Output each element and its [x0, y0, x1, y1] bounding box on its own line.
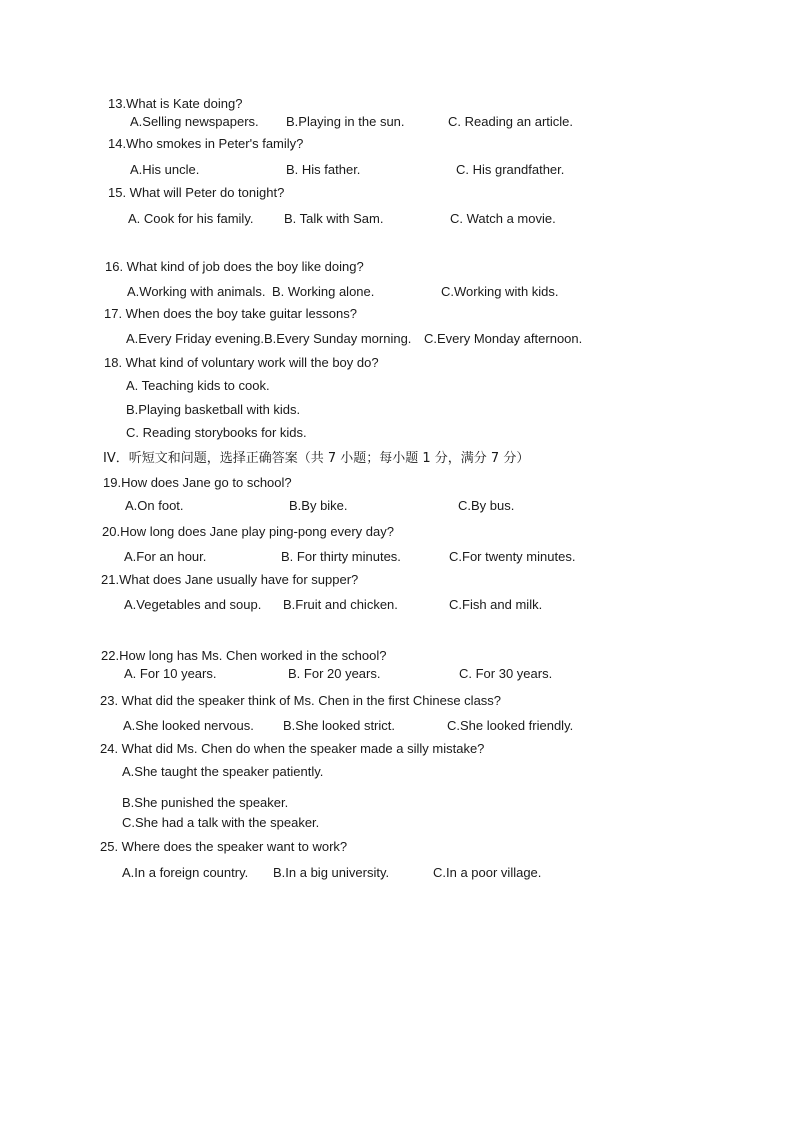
q15-option-b: B. Talk with Sam. — [284, 211, 384, 226]
q17-option-b: B.Every Sunday morning. — [264, 331, 412, 346]
q23-option-a: A.She looked nervous. — [123, 718, 254, 733]
question-22: 22.How long has Ms. Chen worked in the school? — [101, 648, 387, 663]
q18-option-b: B.Playing basketball with kids. — [126, 402, 301, 417]
q20-option-c: C.For twenty minutes. — [449, 549, 576, 564]
q21-option-a: A.Vegetables and soup. — [124, 597, 262, 612]
q22-option-b: B. For 20 years. — [288, 666, 381, 681]
q24-option-b: B.She punished the speaker. — [122, 795, 289, 810]
question-21: 21.What does Jane usually have for supper? — [101, 572, 359, 587]
question-25: 25. Where does the speaker want to work? — [100, 839, 348, 854]
question-24: 24. What did Ms. Chen do when the speaker made a silly mistake? — [100, 741, 485, 756]
q25-option-c: C.In a poor village. — [433, 865, 542, 880]
question-15: 15. What will Peter do tonight? — [108, 185, 285, 200]
question-17: 17. When does the boy take guitar lessons? — [104, 306, 357, 321]
q14-option-c: C. His grandfather. — [456, 162, 565, 177]
q23-option-c: C.She looked friendly. — [447, 718, 574, 733]
q16-option-a: A.Working with animals. — [127, 284, 266, 299]
q17-option-a: A.Every Friday evening. — [126, 331, 265, 346]
q16-option-c: C.Working with kids. — [441, 284, 559, 299]
q18-option-c: C. Reading storybooks for kids. — [126, 425, 307, 440]
q19-option-c: C.By bus. — [458, 498, 515, 513]
q13-option-b: B.Playing in the sun. — [286, 114, 405, 129]
q14-option-a: A.His uncle. — [130, 162, 200, 177]
q20-option-a: A.For an hour. — [124, 549, 207, 564]
q18-option-a: A. Teaching kids to cook. — [126, 378, 270, 393]
q17-option-c: C.Every Monday afternoon. — [424, 331, 583, 346]
q15-option-c: C. Watch a movie. — [450, 211, 556, 226]
q22-option-c: C. For 30 years. — [459, 666, 553, 681]
q19-option-a: A.On foot. — [125, 498, 184, 513]
q24-option-a: A.She taught the speaker patiently. — [122, 764, 324, 779]
q25-option-a: A.In a foreign country. — [122, 865, 249, 880]
q20-option-b: B. For thirty minutes. — [281, 549, 401, 564]
q16-option-b: B. Working alone. — [272, 284, 375, 299]
q21-option-b: B.Fruit and chicken. — [283, 597, 398, 612]
question-13: 13.What is Kate doing? — [108, 96, 243, 111]
question-16: 16. What kind of job does the boy like doing? — [105, 259, 364, 274]
q13-option-a: A.Selling newspapers. — [130, 114, 259, 129]
question-18: 18. What kind of voluntary work will the boy do? — [104, 355, 379, 370]
q13-option-c: C. Reading an article. — [448, 114, 574, 129]
q22-option-a: A. For 10 years. — [124, 666, 217, 681]
q24-option-c: C.She had a talk with the speaker. — [122, 815, 320, 830]
q14-option-b: B. His father. — [286, 162, 361, 177]
q19-option-b: B.By bike. — [289, 498, 348, 513]
q25-option-b: B.In a big university. — [273, 865, 390, 880]
section-iv-heading: IV．听短文和问题，选择正确答案（共 7 小题；每小题 1 分，满分 7 分） — [103, 451, 530, 466]
question-23: 23. What did the speaker think of Ms. Chen in the first Chinese class? — [100, 693, 502, 708]
q21-option-c: C.Fish and milk. — [449, 597, 543, 612]
question-20: 20.How long does Jane play ping-pong every day? — [102, 524, 394, 539]
question-14: 14.Who smokes in Peter's family? — [108, 136, 304, 151]
q15-option-a: A. Cook for his family. — [128, 211, 254, 226]
q23-option-b: B.She looked strict. — [283, 718, 395, 733]
question-19: 19.How does Jane go to school? — [103, 475, 292, 490]
